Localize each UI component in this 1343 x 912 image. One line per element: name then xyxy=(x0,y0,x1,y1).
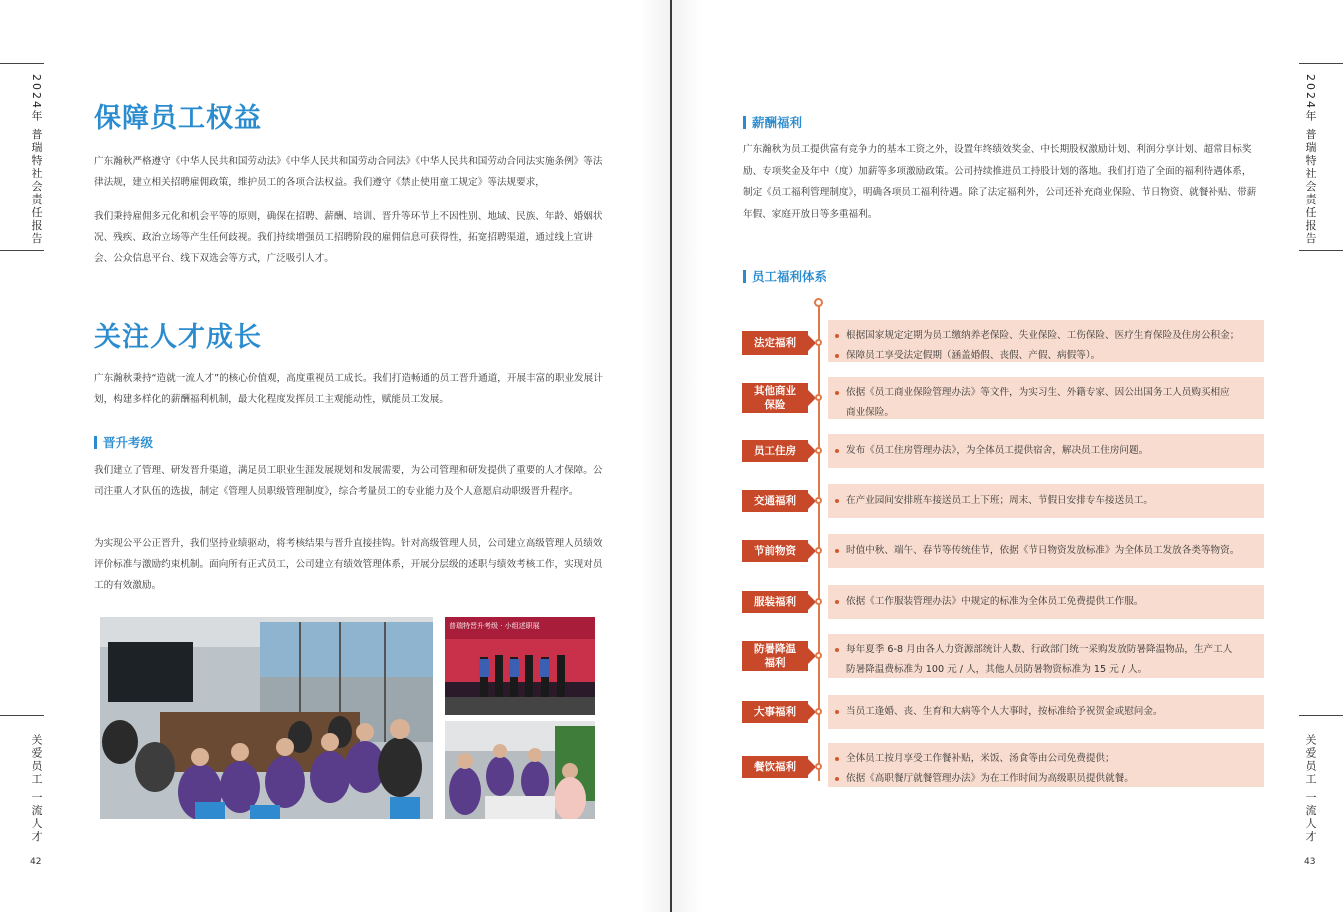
stage-photo xyxy=(445,617,595,715)
growth-paragraph: 广东瀚秋秉持“造就一流人才”的核心价值观，高度重视员工成长。我们打造畅通的员工晋升通道，开展丰富的职业发展计划，构建多样化的薪酬福利机制，最大化程度发挥员工主观能动性，赋能员工发展。 xyxy=(94,373,603,405)
benefit-tag-heat-relief: 防暑降温福利 xyxy=(742,641,808,671)
right-top-rule xyxy=(1299,63,1343,64)
benefit-box-clothing xyxy=(828,585,1264,619)
benefit-box-meals xyxy=(828,743,1264,787)
subheading-bar xyxy=(743,270,746,283)
left-mid-rule xyxy=(0,250,44,251)
benefit-tag-commercial-insurance: 其他商业保险 xyxy=(742,383,808,413)
right-bottom-rule xyxy=(1299,715,1343,716)
timeline-node xyxy=(815,394,822,401)
timeline-node xyxy=(815,497,822,504)
benefit-tag-meals: 餐饮福利 xyxy=(742,756,808,778)
spine-shadow-right xyxy=(672,0,702,912)
benefit-line: 依据《员工商业保险管理办法》等文件，为实习生、外籍专家、因公出国务工人员购买相应 xyxy=(846,383,1254,403)
section-title-growth: 关注人才成长 xyxy=(94,322,262,353)
discussion-photo xyxy=(445,721,595,819)
benefit-line-continued: 商业保险。 xyxy=(846,407,894,418)
subheading-promotion xyxy=(94,433,153,451)
benefit-line: 依据《工作服装管理办法》中规定的标准为全体员工免费提供工作服。 xyxy=(846,592,1254,612)
spine-shadow-left xyxy=(640,0,670,912)
timeline-node xyxy=(815,652,822,659)
timeline-start-dot xyxy=(814,298,823,307)
benefit-tag-clothing: 服装福利 xyxy=(742,591,808,613)
subheading-bar xyxy=(94,436,97,449)
meeting-room-photo xyxy=(100,617,433,819)
stage-banner-text: 普瑞特晋升考级 · 小组述职展 xyxy=(449,622,540,630)
discussion-illustration xyxy=(445,721,595,819)
benefit-line: 每年夏季 6-8 月由各人力资源部统计人数、行政部门统一采购发放防暑降温物品，生产工人 xyxy=(846,640,1254,660)
promotion-paragraph-1: 我们建立了管理、研发晋升渠道，满足员工职业生涯发展规划和发展需要，为公司管理和研发提供了重要的人才保障。公司注重人才队伍的选拔，制定《管理人员职级管理制度》，综合考量员工的专业能力及个人意愿启动职级晋升程序。 xyxy=(94,465,603,497)
right-section-label: 关爱员工 一流人才 xyxy=(1304,734,1317,844)
rights-paragraph-1: 广东瀚秋严格遵守《中华人民共和国劳动法》《中华人民共和国劳动合同法》《中华人民共和国劳动合同法实施条例》等法律法规，建立相关招聘雇佣政策，维护员工的各项合法权益。我们遵守《禁止使用童工规定》等法规要求， xyxy=(94,156,603,188)
meeting-room-illustration xyxy=(100,617,433,819)
benefit-line: 全体员工按月享受工作餐补贴，米饭、汤食等由公司免费提供； xyxy=(846,749,1254,769)
left-bottom-rule xyxy=(0,715,44,716)
right-mid-rule xyxy=(1299,250,1343,251)
benefit-box-statutory xyxy=(828,320,1264,362)
benefit-line: 当员工逢婚、丧、生育和大病等个人大事时，按标准给予祝贺金或慰问金。 xyxy=(846,702,1254,722)
benefit-line: 时值中秋、端午、春节等传统佳节，依据《节日物资发放标准》为全体员工发放各类等物资。 xyxy=(846,541,1254,561)
rights-paragraph-2: 我们秉持雇佣多元化和机会平等的原则，确保在招聘、薪酬、培训、晋升等环节上不因性别、地域、民族、年龄、婚姻状况、残疾、政治立场等产生任何歧视。我们持续增强员工招聘阶段的雇佣信息可获得性，拓宽招聘渠道，通过线上宣讲会、公众信息平台、线下双选会等方式，广泛吸引人才。 xyxy=(94,211,603,264)
subheading-benefit-system xyxy=(743,267,827,285)
left-report-label: 2024年 普瑞特社会责任报告 xyxy=(30,74,43,246)
benefit-tag-major-events: 大事福利 xyxy=(742,701,808,723)
subheading-salary xyxy=(743,113,802,131)
benefit-box-heat-relief xyxy=(828,634,1264,678)
timeline-node xyxy=(815,763,822,770)
benefit-tag-transport: 交通福利 xyxy=(742,490,808,512)
benefit-tag-housing: 员工住房 xyxy=(742,440,808,462)
page-number-left: 42 xyxy=(30,857,42,867)
subheading-promotion-text: 晋升考级 xyxy=(103,435,154,450)
timeline-node xyxy=(815,547,822,554)
benefit-tag-statutory: 法定福利 xyxy=(742,331,808,355)
subheading-bar xyxy=(743,116,746,129)
salary-paragraph: 广东瀚秋为员工提供富有竞争力的基本工资之外，设置年终绩效奖金、中长期股权激励计划、利润分享计划、超常目标奖励、专项奖金及年中（度）加薪等多项激励政策。公司持续推进员工持股计划的落地。我们打造了全面的福利待遇体系，制定《员工福利管理制度》，明确各项员工福利待遇。除了法定福利外，公司还补充商业保险、节日物资、就餐补贴、带薪年假、家庭开放日等多重福利。 xyxy=(743,144,1257,220)
benefit-box-holiday-goods xyxy=(828,534,1264,568)
timeline-node xyxy=(815,708,822,715)
section-title-rights: 保障员工权益 xyxy=(94,103,262,134)
subheading-benefit-system-text: 员工福利体系 xyxy=(752,269,828,284)
benefit-box-commercial-insurance xyxy=(828,377,1264,419)
timeline-node xyxy=(815,447,822,454)
book-spine xyxy=(670,0,672,912)
subheading-salary-text: 薪酬福利 xyxy=(752,115,803,130)
benefit-line: 根据国家规定定期为员工缴纳养老保险、失业保险、工伤保险、医疗生育保险及住房公积金； xyxy=(846,326,1254,346)
timeline-node xyxy=(815,598,822,605)
benefit-box-transport xyxy=(828,484,1264,518)
benefit-line: 发布《员工住房管理办法》，为全体员工提供宿舍，解决员工住房问题。 xyxy=(846,441,1254,461)
benefit-box-housing xyxy=(828,434,1264,468)
timeline-node xyxy=(815,339,822,346)
benefit-box-major-events xyxy=(828,695,1264,729)
right-report-label: 2024年 普瑞特社会责任报告 xyxy=(1304,74,1317,246)
stage-illustration xyxy=(445,617,595,715)
promotion-paragraph-2: 为实现公平公正晋升，我们坚持业绩驱动，将考核结果与晋升直接挂钩。针对高级管理人员，公司建立高级管理人员绩效评价标准与激励约束机制。面向所有正式员工，公司建立有绩效管理体系，开展分层级的述职与绩效考核工作，实现对员工的有效激励。 xyxy=(94,538,603,591)
benefit-line: 在产业园间安排班车接送员工上下班；周末、节假日安排专车接送员工。 xyxy=(846,491,1254,511)
benefit-line: 保障员工享受法定假期（涵盖婚假、丧假、产假、病假等）。 xyxy=(846,346,1254,366)
left-section-label: 关爱员工 一流人才 xyxy=(30,734,43,844)
page-number-right: 43 xyxy=(1304,857,1316,867)
benefit-line: 依据《高职餐厅就餐管理办法》为在工作时间为高级职员提供就餐。 xyxy=(846,769,1254,789)
benefit-tag-holiday-goods: 节前物资 xyxy=(742,540,808,562)
benefit-line-continued: 防暑降温费标准为 100 元 / 人，其他人员防暑物资标准为 15 元 / 人。 xyxy=(846,664,1148,675)
left-top-rule xyxy=(0,63,44,64)
